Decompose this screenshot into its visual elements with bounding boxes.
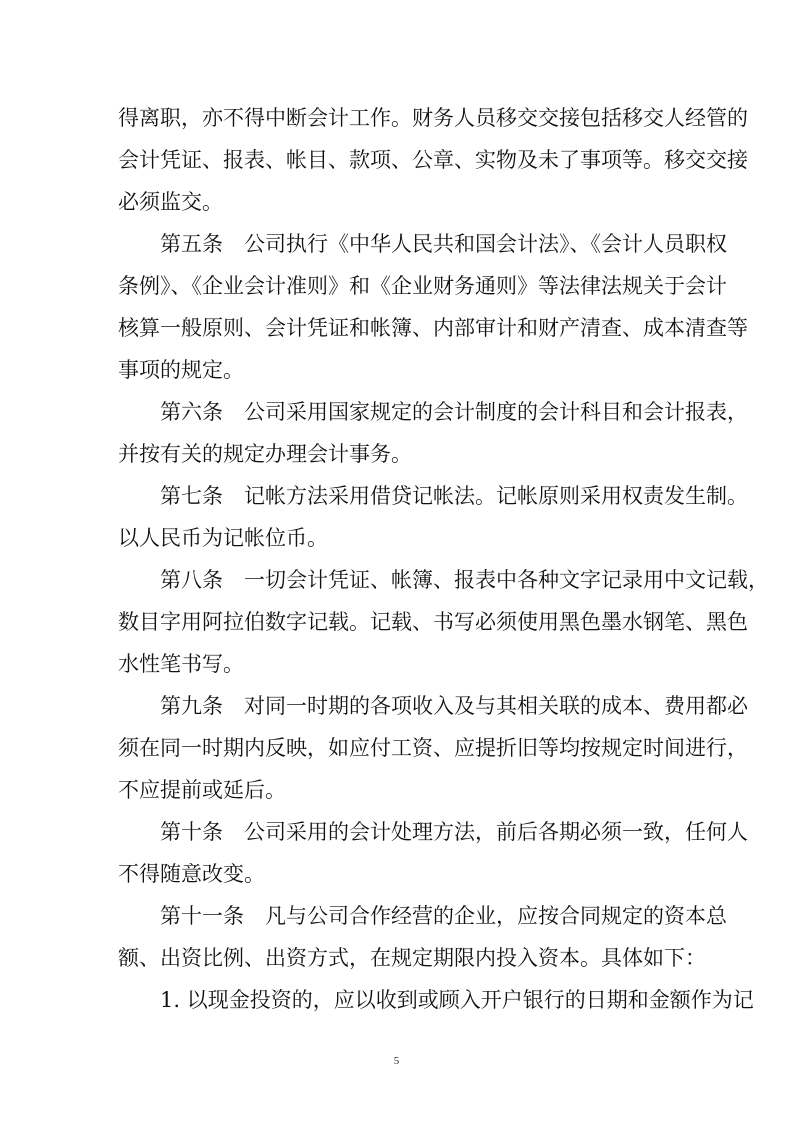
- text-line: 第八条 一切会计凭证、帐簿、报表中各种文字记录用中文记载，: [160, 568, 769, 592]
- document-body: [118, 97, 769, 1021]
- text-line: 会计凭证、报表、帐目、款项、公章、实物及未了事项等。移交交接: [118, 148, 748, 172]
- paragraph-article-8: [118, 559, 769, 685]
- page-number: 5: [393, 1055, 400, 1067]
- paragraph-item-1: [118, 979, 754, 1021]
- paragraph-article-5: [118, 223, 748, 391]
- text-line: 额、出资比例、出资方式，在规定期限内投入资本。具体如下：: [118, 946, 706, 970]
- text-line: 第十条 公司采用的会计处理方法，前后各期必须一致，任何人: [160, 820, 748, 844]
- paragraph-article-7: [118, 475, 748, 559]
- text-line: 第六条 公司采用国家规定的会计制度的会计科目和会计报表，: [160, 400, 748, 424]
- text-line: 第七条 记帐方法采用借贷记帐法。记帐原则采用权责发生制。: [160, 484, 748, 508]
- text-line: 得离职，亦不得中断会计工作。财务人员移交交接包括移交人经管的: [118, 106, 748, 130]
- text-line: 第五条 公司执行《中华人民共和国会计法》、《会计人员职权: [160, 232, 727, 256]
- text-line: 须在同一时期内反映，如应付工资、应提折旧等均按规定时间进行，: [118, 736, 748, 760]
- text-line: 不得随意改变。: [118, 862, 265, 886]
- text-line: 不应提前或延后。: [118, 778, 286, 802]
- text-line: 条例》、《企业会计准则》和《企业财务通则》等法律法规关于会计: [118, 274, 727, 298]
- paragraph-article-9: [118, 685, 748, 811]
- text-line: 以人民币为记帐位币。: [118, 526, 328, 550]
- paragraph-article-10: [118, 811, 748, 895]
- text-line: 数目字用阿拉伯数字记载。记载、书写必须使用黑色墨水钢笔、黑色: [118, 610, 748, 634]
- paragraph-continuation: [118, 97, 748, 223]
- text-line: 必须监交。: [118, 190, 223, 214]
- text-line: 第十一条 凡与公司合作经营的企业，应按合同规定的资本总: [160, 904, 727, 928]
- text-line: 核算一般原则、会计凭证和帐簿、内部审计和财产清查、成本清查等: [118, 316, 748, 340]
- text-line: 水性笔书写。: [118, 652, 244, 676]
- text-line: 事项的规定。: [118, 358, 244, 382]
- paragraph-article-6: [118, 391, 748, 475]
- paragraph-article-11: [118, 895, 727, 979]
- text-line: 1. 以现金投资的，应以收到或顾入开户银行的日期和金额作为记: [160, 988, 754, 1012]
- text-line: 第九条 对同一时期的各项收入及与其相关联的成本、费用都必: [160, 694, 748, 718]
- text-line: 并按有关的规定办理会计事务。: [118, 442, 412, 466]
